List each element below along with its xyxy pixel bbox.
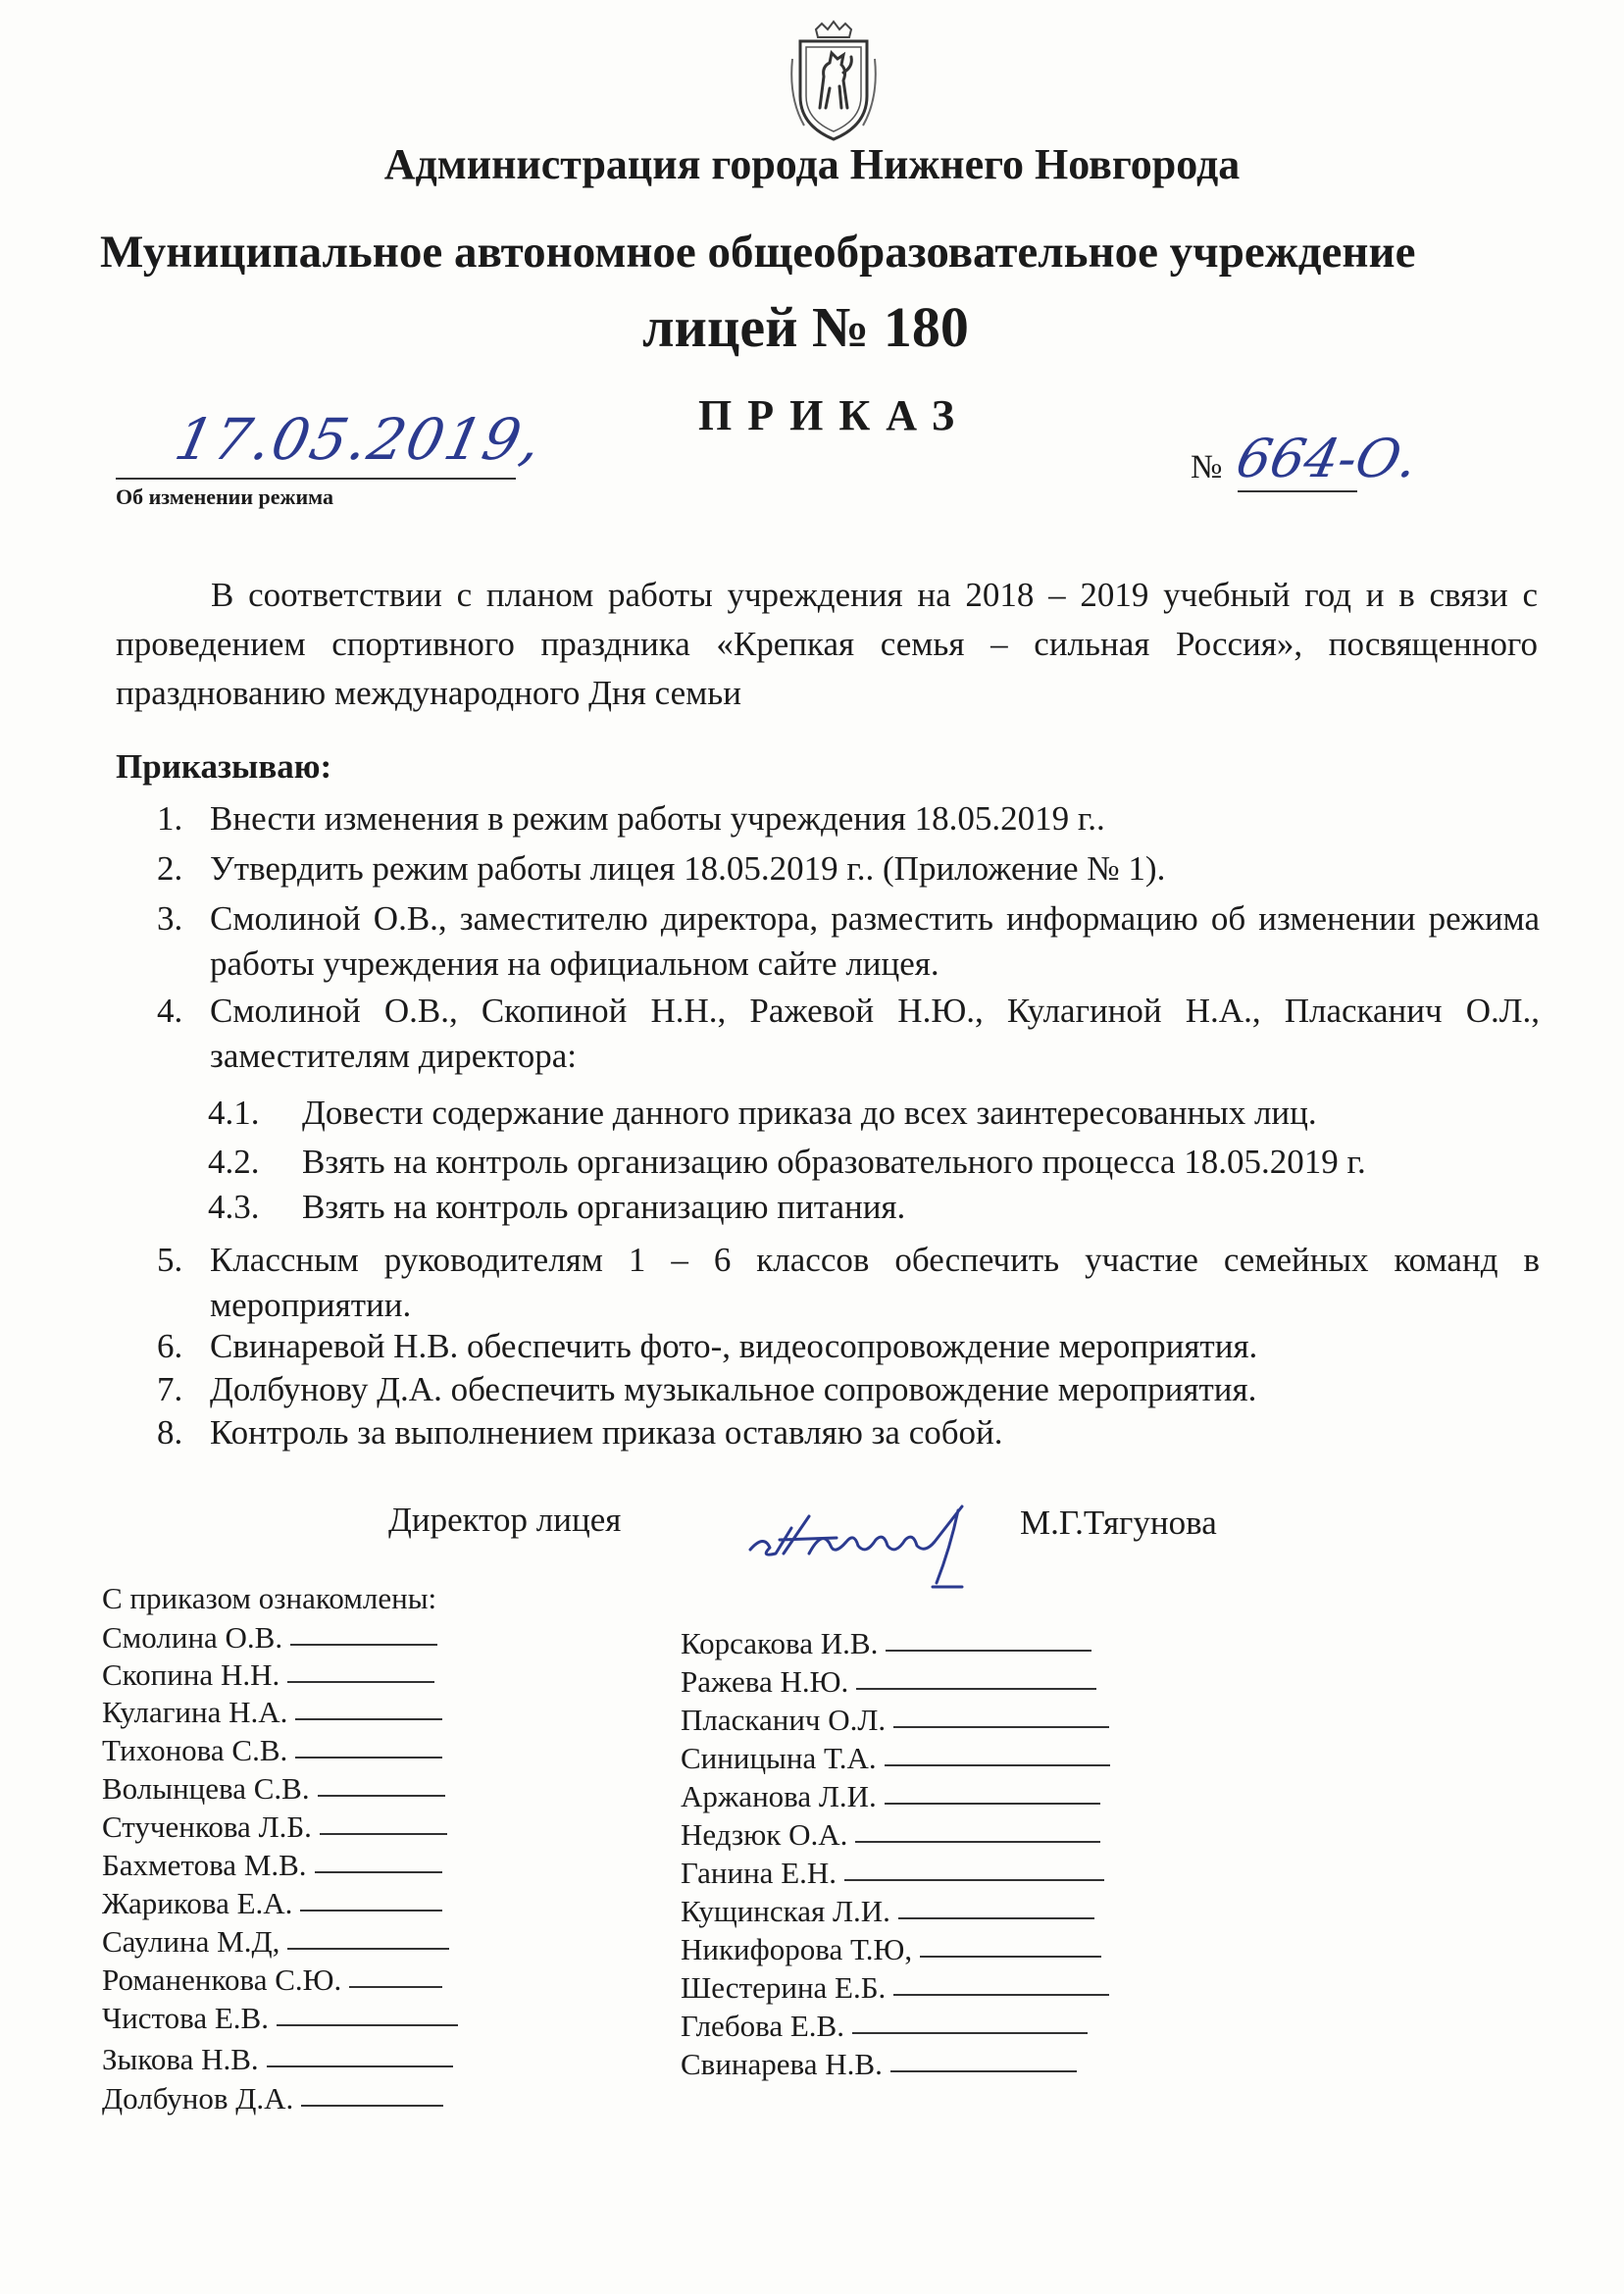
order-item: 8. Контроль за выполнением приказа оставляю за собой. [157, 1413, 1003, 1452]
acquaintance-entry: Никифорова Т.Ю, [681, 1932, 1101, 1967]
acquaintance-title: С приказом ознакомлены: [102, 1581, 437, 1615]
acquaintance-entry: Волынцева С.В. [102, 1771, 445, 1807]
order-date-handwritten: 17.05.2019, [169, 406, 549, 473]
acquaintance-entry: Стученкова Л.Б. [102, 1810, 447, 1845]
order-item: 1. Внести изменения в режим работы учреждения 18.05.2019 г.. [157, 799, 1105, 838]
coat-of-arms-icon [787, 20, 881, 143]
acquaintance-entry: Бахметова М.В. [102, 1848, 442, 1883]
order-item: 4. Смолиной О.В., Скопиной Н.Н., Ражевой Н.Ю., Кулагиной Н.А., Пласканич О.Л., заместителям директора: [157, 992, 1540, 1075]
acquaintance-entry: Синицына Т.А. [681, 1741, 1110, 1776]
acquaintance-entry: Недзюк О.А. [681, 1817, 1100, 1853]
order-subitem: 4.2. Взять на контроль организацию образовательного процесса 18.05.2019 г. [208, 1143, 1366, 1181]
director-signature [740, 1489, 1035, 1597]
order-item: 5. Классным руководителям 1 – 6 классов обеспечить участие семейных команд в мероприятии. [157, 1241, 1540, 1324]
order-item: 2. Утвердить режим работы лицея 18.05.2019 г.. (Приложение № 1). [157, 849, 1166, 888]
administration-title: Администрация города Нижнего Новгорода [383, 140, 1241, 188]
acquaintance-entry: Корсакова И.В. [681, 1626, 1091, 1661]
acquaintance-entry: Смолина О.В. [102, 1620, 437, 1656]
order-item: 7. Долбунову Д.А. обеспечить музыкальное сопровождение мероприятия. [157, 1370, 1257, 1408]
acquaintance-entry: Скопина Н.Н. [102, 1657, 434, 1693]
acquaintance-entry: Свинарева Н.В. [681, 2047, 1077, 2082]
lyceum-title: лицей № 180 [642, 295, 969, 359]
order-subitem: 4.3. Взять на контроль организацию питания. [208, 1188, 906, 1226]
director-name: М.Г.Тягунова [1020, 1504, 1217, 1542]
acquaintance-entry: Аржанова Л.И. [681, 1779, 1100, 1814]
acquaintance-entry: Глебова Е.В. [681, 2009, 1088, 2044]
acquaintance-entry: Романенкова С.Ю. [102, 1963, 442, 1998]
acquaintance-entry: Долбунов Д.А. [102, 2081, 443, 2116]
date-underline [116, 478, 516, 480]
acquaintance-entry: Чистова Е.В. [102, 2001, 458, 2036]
acquaintance-entry: Ражева Н.Ю. [681, 1664, 1096, 1700]
order-item: 6. Свинаревой Н.В. обеспечить фото-, видеосопровождение мероприятия. [157, 1327, 1258, 1365]
acquaintance-entry: Кулагина Н.А. [102, 1695, 442, 1730]
acquaintance-entry: Кущинская Л.И. [681, 1894, 1094, 1929]
number-sign: № [1191, 449, 1223, 485]
number-underline [1238, 490, 1357, 492]
order-subject: Об изменении режима [116, 484, 333, 509]
acquaintance-entry: Ганина Е.Н. [681, 1856, 1104, 1891]
acquaintance-entry: Пласканич О.Л. [681, 1703, 1109, 1738]
school-title: Муниципальное автономное общеобразовательное учреждение [100, 227, 1416, 278]
director-role: Директор лицея [388, 1501, 622, 1539]
order-number-handwritten: 664-О. [1231, 428, 1424, 489]
acquaintance-entry: Тихонова С.В. [102, 1733, 442, 1768]
order-label: Приказываю: [116, 747, 332, 786]
document-type: ПРИКАЗ [698, 391, 971, 439]
preamble-paragraph: В соответствии с планом работы учреждения на 2018 – 2019 учебный год и в связи с проведением спортивного праздника «Крепкая семья – сильная Россия», посвященного празднованию международного Дня семьи [116, 576, 1538, 712]
acquaintance-entry: Саулина М.Д, [102, 1924, 449, 1960]
acquaintance-entry: Зыкова Н.В. [102, 2042, 453, 2077]
order-subitem: 4.1. Довести содержание данного приказа до всех заинтересованных лиц. [208, 1094, 1317, 1132]
acquaintance-entry: Шестерина Е.Б. [681, 1970, 1109, 2006]
acquaintance-entry: Жарикова Е.А. [102, 1886, 442, 1921]
order-item: 3. Смолиной О.В., заместителю директора, разместить информацию об изменении режима работы учреждения на официальном сайте лицея. [157, 899, 1540, 983]
